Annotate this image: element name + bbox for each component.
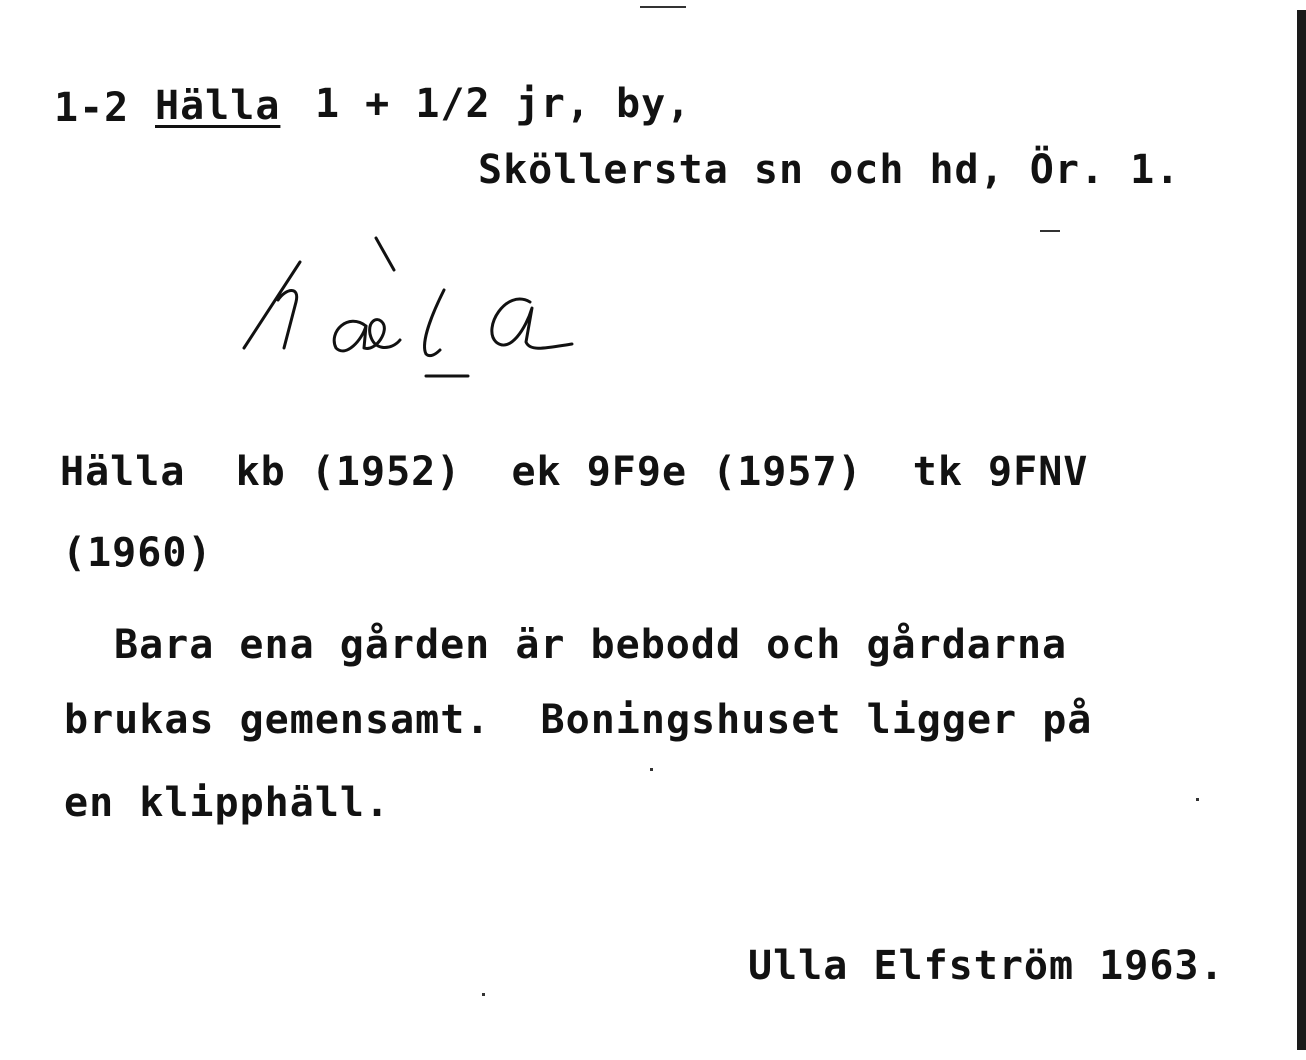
card-edge-shadow (1297, 10, 1306, 1050)
scan-speck (1196, 798, 1199, 801)
sources-line-1: Hälla kb (1952) ek 9F9e (1957) tk 9FNV (60, 449, 1089, 495)
note-line-2: brukas gemensamt. Boningshuset ligger på (64, 697, 1093, 743)
record-number: 1-2 (54, 85, 130, 131)
signature: Ulla Elfström 1963. (748, 943, 1225, 989)
location-line: Sköllersta sn och hd, Ör. 1. (478, 147, 1181, 193)
scan-speck (482, 993, 485, 996)
scan-speck (640, 6, 686, 8)
handwriting-drawing (230, 230, 610, 390)
sources-line-2: (1960) (62, 530, 213, 576)
scan-speck (650, 768, 653, 771)
place-name: Hälla (155, 83, 281, 129)
size-description: 1 + 1/2 jr, by, (315, 81, 692, 127)
handwritten-pronunciation (230, 230, 610, 394)
scan-speck (1040, 230, 1060, 232)
note-line-1: Bara ena gården är bebodd och gårdarna (114, 622, 1068, 668)
note-line-3: en klipphäll. (64, 780, 391, 826)
